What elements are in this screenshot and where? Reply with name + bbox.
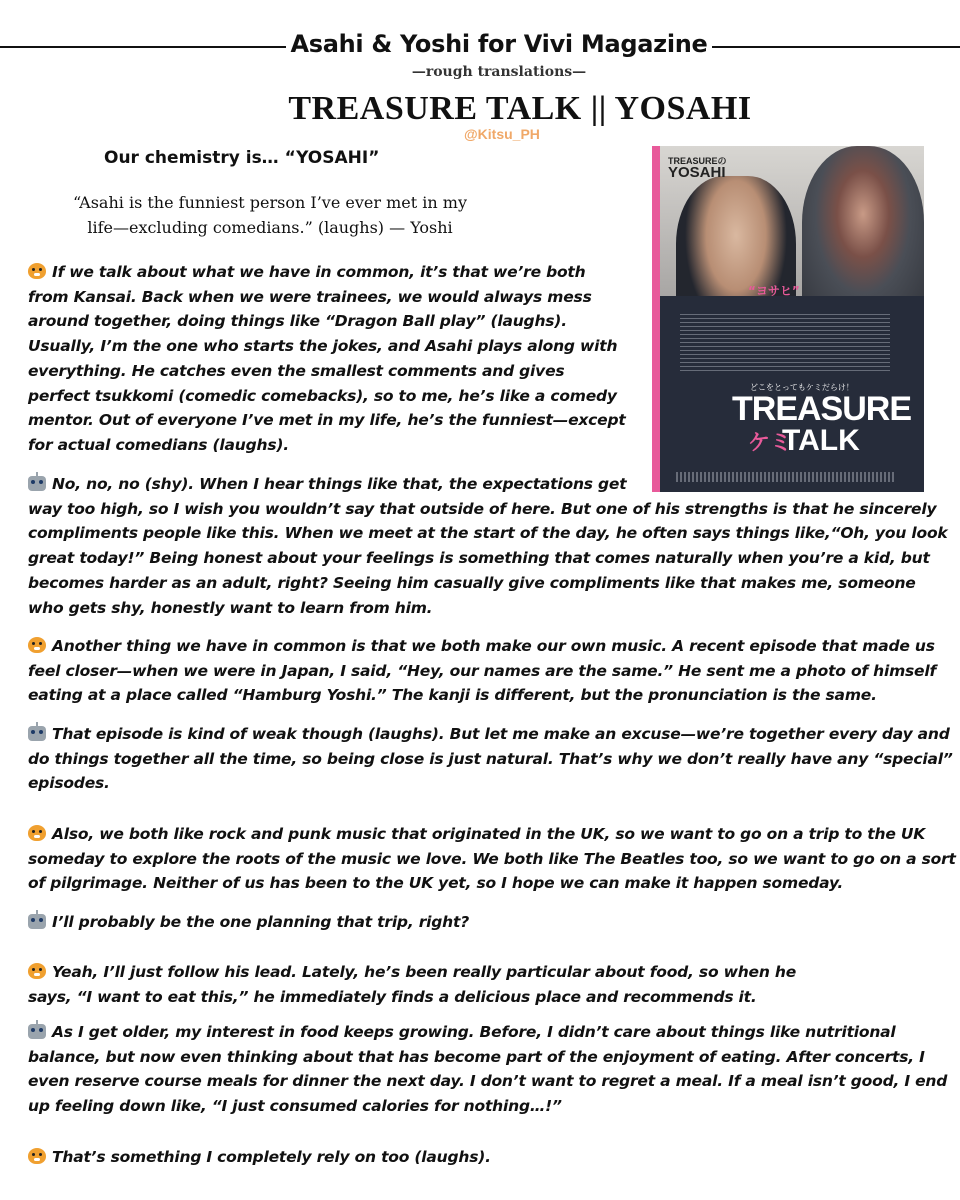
paragraph-text: becomes harder as an adult, right? Seeing him casually give compliments like that makes me, someone [28,573,916,592]
magazine-title: Asahi & Yoshi for Vivi Magazine [290,30,708,58]
paragraph-text: balance, but now even thinking about that has become part of the enjoyment of eating. After concerts, I [28,1047,925,1066]
interview-paragraph [28,910,469,935]
tiger-face-icon [28,825,46,841]
cover-big-title: TREASURE [732,390,912,428]
paragraph-line [28,433,626,458]
paragraph-line [28,408,626,433]
paragraph-text: Yeah, I’ll just follow his lead. Lately, he’s been really particular about food, so when he [52,963,797,981]
interview-paragraph [28,1145,491,1170]
interview-paragraph [28,634,936,708]
paragraph-text: compliments people like this. When we meet at the start of the day, he often says things like,“Oh, you look [28,524,948,543]
paragraph-text: from Kansai. Back when we were trainees, we would always mess [28,287,592,306]
paragraph-line [28,309,626,334]
paragraph-text: for actual comedians (laughs). [28,435,289,454]
interview-paragraph [28,472,948,620]
header-rule-left [0,46,286,48]
robot-face-icon [28,476,46,491]
tiger-face-icon [28,263,46,279]
paragraph-line [28,1145,491,1170]
paragraph-text: up feeling down like, “I just consumed calories for nothing…!” [28,1097,562,1116]
paragraph-line [28,910,469,935]
quote-line: “Asahi is the funniest person I’ve ever met in my [73,193,467,212]
interview-paragraph [28,260,626,458]
paragraph-line [28,771,953,796]
paragraph-text: That episode is kind of weak though (laughs). But let me make an excuse—we’re together every day and [52,725,950,743]
paragraph-line [28,722,953,747]
paragraph-text: someday to explore the roots of the music we love. We both like The Beatles too, so we want to go on a sort [28,849,956,868]
tiger-face-icon [28,637,46,653]
main-title: TREASURE TALK || YOSAHI [288,90,752,127]
paragraph-text: mentor. Out of everyone I’ve met in my life, he’s the funniest—except [28,411,626,430]
section-heading: Our chemistry is… “YOSAHI” [104,148,380,168]
paragraph-line [28,521,948,546]
paragraph-line [28,683,936,708]
cover-brand-small: TREASUREの [668,156,727,166]
paragraph-line [28,596,948,621]
paragraph-text: great today!” Being honest about your feelings is something that comes naturally when you’re a kid, but [28,549,930,568]
paragraph-text: of pilgrimage. Neither of us has been to the UK yet, so I hope we can make it happen someday. [28,874,844,893]
paragraph-line [28,847,956,872]
paragraph-text: feel closer—when we were in Japan, I said, “Hey, our names are the same.” He sent me a photo of himself [28,661,937,680]
paragraph-line [28,359,626,384]
pull-quote [30,190,510,240]
paragraph-text: way too high, so I wish you wouldn’t say that outside of here. But one of his strengths is that he sincerely [28,499,937,518]
paragraph-line [28,571,948,596]
paragraph-line [28,747,953,772]
paragraph-line [28,960,796,985]
paragraph-text: around together, doing things like “Dragon Ball play” (laughs). [28,312,567,331]
cover-text-block [680,314,890,374]
paragraph-line [28,1069,947,1094]
paragraph-line [28,384,626,409]
paragraph-text: episodes. [28,774,110,793]
paragraph-line [28,659,936,684]
cover-person-right [802,146,924,316]
quote-line: life—excluding comedians.” (laughs) — Yoshi [87,218,453,237]
paragraph-line [28,260,626,285]
paragraph-text: Usually, I’m the one who starts the jokes, and Asahi plays along with [28,337,618,356]
paragraph-text: I’ll probably be the one planning that trip, right? [52,913,469,931]
paragraph-text: As I get older, my interest in food keeps growing. Before, I didn’t care about things like nutritional [52,1023,896,1041]
cover-big-title-talk: TALK [782,424,860,457]
robot-face-icon [28,726,46,741]
paragraph-text: do things together all the time, so being close is just natural. That’s why we don’t really have any “special” [28,749,953,768]
tiger-face-icon [28,963,46,979]
paragraph-line [28,822,956,847]
interview-paragraph [28,960,796,1009]
cover-tag: “ヨサヒ” [748,284,800,298]
paragraph-text: says, “I want to eat this,” he immediately finds a delicious place and recommends it. [28,987,757,1006]
subtitle: —rough translations— [411,64,587,80]
paragraph-text: who gets shy, honestly want to learn from him. [28,598,433,617]
cover-subheading: どこをとってもケミだらけ！ [750,383,854,392]
interview-paragraph [28,822,956,896]
paragraph-line [28,546,948,571]
paragraph-text: everything. He catches even the smallest comments and gives [28,361,565,380]
paragraph-line [28,1094,947,1119]
interview-paragraph [28,1020,947,1119]
cover-big-title-kana: ケミ [748,431,793,456]
paragraph-text: That’s something I completely rely on too (laughs). [52,1148,491,1166]
paragraph-text: Also, we both like rock and punk music that originated in the UK, so we want to go on a trip to the UK [52,825,926,843]
paragraph-line [28,497,948,522]
paragraph-line [28,334,626,359]
magazine-cover-image [652,146,924,492]
interview-paragraph [28,722,953,796]
paragraph-text: No, no, no (shy). When I hear things like that, the expectations get [52,475,627,493]
credit-handle: @Kitsu_PH [464,126,540,142]
tiger-face-icon [28,1148,46,1164]
paragraph-text: even reserve course meals for dinner the next day. I don’t want to regret a meal. If a meal isn’t good, I end [28,1072,948,1091]
paragraph-text: Another thing we have in common is that we both make our own music. A recent episode that made us [52,637,935,655]
paragraph-line [28,634,936,659]
cover-pink-stripe [652,146,660,492]
paragraph-line [28,285,626,310]
paragraph-text: perfect tsukkomi (comedic comebacks), so to me, he’s like a comedy [28,386,617,405]
header-rule-right [712,46,960,48]
cover-brand: YOSAHI [668,164,726,181]
paragraph-line [28,472,948,497]
paragraph-line [28,1020,947,1045]
robot-face-icon [28,914,46,929]
paragraph-line [28,1045,947,1070]
paragraph-text: If we talk about what we have in common, it’s that we’re both [52,263,586,281]
paragraph-text: eating at a place called “Hamburg Yoshi.” The kanji is different, but the pronunciation is the same. [28,686,877,705]
paragraph-line [28,871,956,896]
paragraph-line [28,985,796,1010]
robot-face-icon [28,1024,46,1039]
